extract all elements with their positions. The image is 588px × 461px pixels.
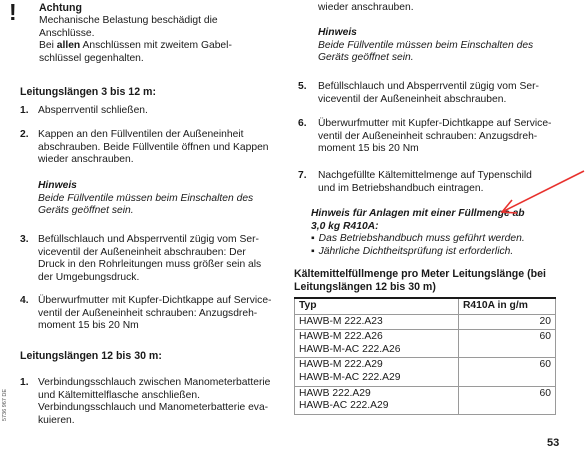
table-cell-type: HAWB-M 222.A26 HAWB-M-AC 222.A26	[295, 330, 459, 358]
table-header-row	[295, 298, 556, 314]
table-cell-type: HAWB-M 222.A23	[295, 314, 459, 330]
section-heading: Leitungslängen 12 bis 30 m:	[20, 350, 162, 362]
note-title: Hinweis	[318, 27, 357, 38]
annotation-arrow-icon	[488, 168, 588, 220]
warning-block	[39, 2, 279, 65]
table-row	[295, 358, 556, 386]
step-text: Nachgefüllte Kältemittelmenge auf Typenschild und im Betriebshandbuch eintragen.	[318, 170, 532, 194]
table-cell-value: 60	[459, 330, 556, 358]
warning-line: schlüssel gegenhalten.	[39, 52, 144, 64]
step-text: Befüllschlauch und Absperrventil zügig vom Ser- viceventil der Außeneinheit abschrauben.	[318, 81, 539, 105]
step-text: Überwurfmutter mit Kupfer-Dichtkappe auf Service- ventil der Außeneinheit schrauben: Anzugsdreh- moment 15 bis 20 Nm	[318, 118, 552, 155]
hint-title: 3,0 kg R410A:	[311, 220, 379, 232]
table-header-type: Typ	[295, 298, 459, 314]
table-cell-value: 20	[459, 314, 556, 330]
step-number: 1.	[20, 105, 29, 116]
step-number: 6.	[298, 118, 307, 129]
note-block: Hinweis Beide Füllventile müssen beim Einschalten des Geräts geöffnet sein.	[318, 27, 534, 64]
page-number: 53	[547, 437, 560, 449]
section-heading: Leitungslängen 3 bis 12 m:	[20, 86, 156, 98]
step-text: Absperrventil schließen.	[38, 105, 148, 116]
step-number: 1.	[20, 377, 29, 388]
warning-title: Achtung	[39, 2, 82, 14]
continued-line: wieder anschrauben.	[318, 2, 414, 13]
warning-symbol: !	[9, 0, 17, 25]
step-number: 5.	[298, 81, 307, 92]
table-cell-type: HAWB 222.A29 HAWB-AC 222.A29	[295, 386, 459, 414]
refrigerant-table	[294, 297, 556, 415]
warning-line: Anschlüsse.	[39, 27, 95, 39]
step-text: Kappen an den Füllventilen der Außeneinheit abschrauben. Beide Füllventile öffnen und Kappen wieder anschrauben.	[38, 129, 269, 166]
table-cell-value: 60	[459, 358, 556, 386]
warning-line: Mechanische Belastung beschädigt die	[39, 15, 218, 26]
table-row	[295, 386, 556, 414]
step-number: 3.	[20, 234, 29, 245]
table-cell-type: HAWB-M 222.A29 HAWB-M-AC 222.A29	[295, 358, 459, 386]
step-number: 7.	[298, 170, 307, 181]
step-text: Befüllschlauch und Absperrventil zügig vom Ser- viceventil der Außeneinheit abschrauben: Der Druck in den Rohrleitungen muss größer sein als der Umgebungsdruck.	[38, 234, 262, 283]
table-row	[295, 314, 556, 330]
step-text: Verbindungsschlauch zwischen Manometerbatterie und Kältemittelflasche anschließen. Verbindungsschlauch und Manometerbatterie eva- kuieren.	[38, 377, 271, 426]
hint-bullet: ▪ Das Betriebshandbuch muss geführt werden.	[311, 233, 525, 246]
table-header-value: R410A in g/m	[459, 298, 556, 314]
step-number: 2.	[20, 129, 29, 140]
warning-line: Bei allen Anschlüssen mit zweitem Gabel-	[39, 40, 232, 52]
table-row	[295, 330, 556, 358]
table-title: Kältemittelfüllmenge pro Meter Leitungslänge (bei Leitungslängen 12 bis 30 m)	[294, 268, 546, 293]
step-number: 4.	[20, 295, 29, 306]
table-cell-value: 60	[459, 386, 556, 414]
hint-title: Hinweis für Anlagen mit einer Füllmenge ab	[311, 208, 525, 219]
note-title: Hinweis	[38, 180, 77, 191]
hint-bullet: ▪ Jährliche Dichtheitsprüfung ist erforderlich.	[311, 246, 525, 259]
margin-code: 5736 967 DE	[2, 388, 8, 422]
step-text: Überwurfmutter mit Kupfer-Dichtkappe auf Service- ventil der Außeneinheit schrauben: Anzugsdreh- moment 15 bis 20 Nm	[38, 295, 272, 332]
note-block: Hinweis Beide Füllventile müssen beim Einschalten des Geräts geöffnet sein.	[38, 180, 254, 217]
